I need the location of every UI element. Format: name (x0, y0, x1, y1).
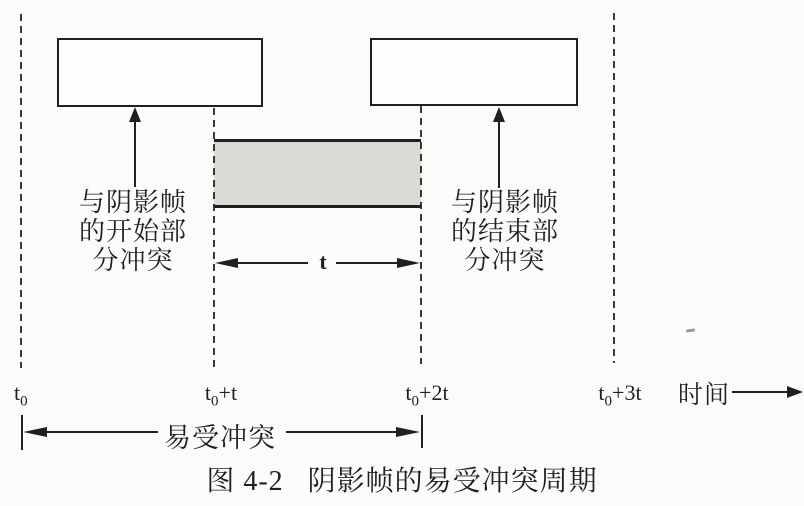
callout-line: 分冲突 (464, 246, 546, 275)
tick-rest: +2t (419, 380, 449, 405)
tick-sub: 0 (211, 393, 219, 410)
dashed-line-t0-plus-3t (613, 13, 615, 363)
tick-base: t (405, 380, 412, 405)
axis-label-t0 (14, 380, 28, 410)
up-arrow-right-shaft (498, 121, 500, 188)
t-duration-label: t (319, 249, 327, 274)
vulnerable-period-label: 易受冲突 (164, 423, 276, 453)
tick-sub: 0 (411, 393, 420, 410)
t-arrow-left-icon (215, 258, 238, 268)
tick-sub: 0 (20, 393, 28, 410)
callout-end-collision (443, 188, 567, 275)
axis-label-t0-plus-t (195, 380, 247, 410)
tick-base: t (14, 380, 21, 405)
axis-label-t0-plus-3t (588, 380, 652, 410)
vulnerable-arrow-line-right (286, 431, 398, 433)
tick-base: t (204, 380, 212, 405)
time-axis-arrow-line (732, 391, 790, 393)
callout-line: 的开始部 (78, 217, 187, 246)
callout-line: 的结束部 (450, 217, 559, 246)
time-axis-arrow-icon (787, 386, 803, 398)
callout-start-collision (71, 188, 195, 275)
callout-line: 分冲突 (92, 246, 174, 275)
t-arrow-line-right (336, 262, 398, 264)
frame-colliding-with-start (57, 38, 263, 107)
frame-colliding-with-end (370, 38, 578, 106)
time-axis-label: 时间 (678, 382, 731, 409)
shaded-frame (214, 139, 421, 208)
tick-sub: 0 (604, 393, 613, 410)
tick-rest: +3t (612, 380, 642, 405)
callout-line: 与阴影帧 (78, 188, 187, 217)
t-arrow-right-icon (397, 258, 420, 268)
up-arrow-right-icon (493, 107, 505, 122)
dashed-line-t0-plus-2t (420, 106, 422, 364)
callout-line: 与阴影帧 (450, 188, 559, 217)
axis-label-t0-plus-2t (394, 380, 460, 410)
vulnerable-span-tick-right (421, 415, 423, 448)
tick-rest: +t (218, 380, 238, 405)
vulnerable-arrow-left-icon (23, 427, 47, 437)
up-arrow-left-icon (129, 107, 141, 122)
dashed-line-t0 (20, 14, 22, 368)
vulnerable-arrow-right-icon (396, 427, 420, 437)
t-arrow-line-left (236, 262, 308, 264)
tick-base: t (598, 380, 605, 405)
vulnerable-arrow-line-left (46, 431, 158, 433)
caption-number: 图 4-2 (206, 466, 284, 497)
dashed-line-t0-plus-t (213, 108, 215, 368)
figure-caption (0, 459, 804, 499)
caption-title: 阴影帧的易受冲突周期 (307, 466, 598, 497)
print-artifact (686, 328, 695, 332)
up-arrow-left-shaft (134, 121, 136, 187)
